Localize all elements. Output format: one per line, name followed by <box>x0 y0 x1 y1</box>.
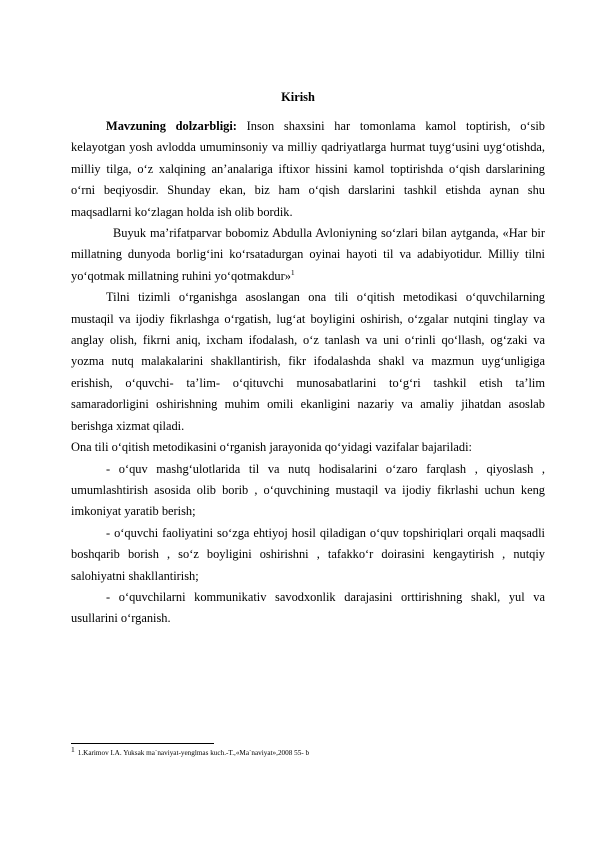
footnote-mark: 1 <box>71 744 75 754</box>
relevance-heading: Mavzuning dolzarbligi: <box>106 119 237 133</box>
task-list-item: - o‘quv mashg‘ulotlarida til va nutq hodisalarini o‘zaro farqlash , qiyoslash , umumlashtirish asosida olib borib , o‘quvchining mustaqil va ijodiy fikrlashi uchun keng imkoniyat yaratib berish; <box>71 461 545 519</box>
paragraph-avloniy-quote <box>71 223 545 287</box>
relevance-text: Inson shaxsini har tomonlama kamol toptirish, o‘sib kelayotgan yosh avlodda umuminsoniy va milliy qadriyatlarga hurmat tuyg‘usini uyg‘otishda, milliy tilga, o‘z xalqining an’analariga iftixor hissini kamol toptirishda o‘qish darslarining o‘rni beqiyosdir. Shunday ekan, biz ham o‘qish darslarini tashkil etishda aynan shu maqsadlarni ko‘zlagan holda ish olib bordik. <box>71 119 545 219</box>
avloniy-quote-text: Buyuk ma’rifatparvar bobomiz Abdulla Avloniyning so‘zlari bilan aytganda, «Har bir millatning dunyoda borlig‘ini ko‘rsatadurgan oyinai hayoti til va adabiyotidur. Milliy tilni yo‘qotmak millatning ruhini yo‘qotmakdur» <box>71 226 545 283</box>
task-list-item: - o‘quvchi faoliyatini so‘zga ehtiyoj hosil qiladigan o‘quv topshiriqlari orqali maqsadli boshqarib borish , so‘z boyligini oshirishni , tafakko‘r doirasini kengaytirish , nutqiy salohiyatni shakllantirish; <box>71 525 545 583</box>
footnote-text: 1.Karimov I.A. Yuksak ma`naviyat-yenglmas kuch.-T.,«Ma`naviyat»,2008 55- b <box>77 749 310 757</box>
task-list-item: - o‘quvchilarni kommunikativ savodxonlik darajasini orttirishning shakl, yul va usullarini o‘rganish. <box>71 589 545 626</box>
page-title: Kirish <box>281 90 315 104</box>
paragraph-methodology: Tilni tizimli o‘rganishga asoslangan ona tili o‘qitish metodikasi o‘quvchilarning mustaqil va ijodiy fikrlashga o‘rgatish, lug‘at boyligini oshirish, o‘zgalar nutqini tinglay va anglay olish, fikrni aniq, ixcham ifodalash, o‘z tanlash va uni o‘rinli qo‘llash, og‘zaki va yozma nutq malakalarini shakllantirish, fikr ifodalashda shakl va mazmun uyg‘unligiga erishish, o‘quvchi- ta’lim- o‘qituvchi munosabatlarini to‘g‘ri tashkil etish ta’lim samaradorligini oshirishning muhim omili ekanligini nazariy va amaliy jihatdan asoslab berishga xizmat qiladi. <box>71 290 545 433</box>
footnote-separator <box>71 743 214 744</box>
paragraph-tasks-intro: Ona tili o‘qitish metodikasini o‘rganish jarayonida qo‘yidagi vazifalar bajariladi: <box>71 440 472 455</box>
footnote-reference[interactable]: 1 <box>290 267 295 277</box>
document-body <box>71 116 545 630</box>
paragraph-relevance <box>71 116 545 223</box>
footnote <box>71 744 545 758</box>
